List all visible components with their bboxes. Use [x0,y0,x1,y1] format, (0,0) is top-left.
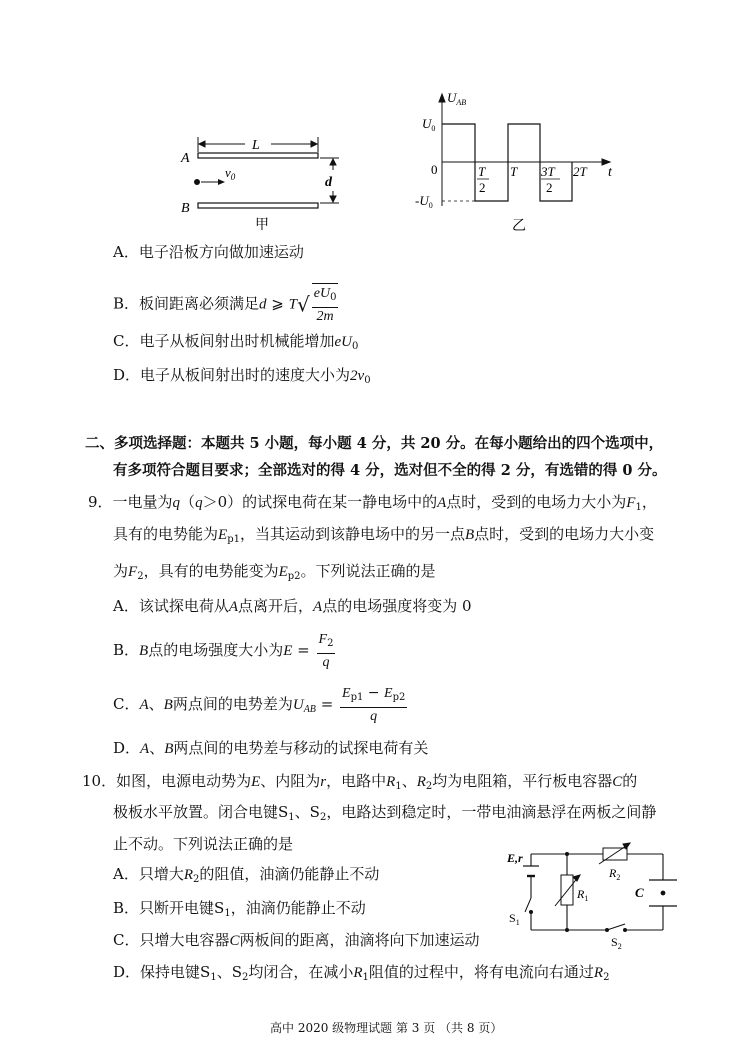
junction-bottom [565,928,569,932]
switch-s2 [606,924,627,932]
q9-stem-line3: 为$F_2$，具有的电势能变为$E_{p2}$。下列说法正确的是 [113,562,436,582]
q9-stem-line1: 9．一电量为q（q＞0）的试探电荷在某一静电场中的A点时，受到的电场力大小为$F_1$， [88,493,657,513]
label-a: A [181,151,190,166]
svg-text:T: T [478,164,486,179]
switch-s1 [525,898,533,914]
plate-b [198,203,318,208]
caption-yi: 乙 [512,219,526,234]
page-footer: 高中 2020 级物理试题 第 3 页 （共 8 页） [270,1021,503,1035]
label-l: L [252,138,260,153]
label-s1: $S_1$ [509,911,520,927]
axis-x-label: t [608,165,612,180]
q10-option-c: C．只增大电容器C两板间的距离，油滴将向下加速运动 [113,931,480,949]
q10-stem-line3: 止不动。下列说法正确的是 [113,835,294,853]
tick-3t-half [540,164,560,195]
resistor-r2 [599,843,630,864]
junction-top [565,852,569,856]
tick-2t: 2T [573,164,587,179]
figure-jia [175,125,355,235]
q10-stem-line2: 极板水平放置。闭合电键$S_1$、$S_2$，电路达到稳定时，一带电油滴悬浮在两板之间静 [113,803,657,823]
q10-stem-line1: 10．如图，电源电动势为E、内阻为r，电路中$R_1$、$R_2$均为电阻箱，平行板电容器C的 [82,772,638,792]
section2-heading-line1: 二、多项选择题：本题共 5 小题，每小题 4 分，共 20 分。在每小题给出的四个选项中， [85,435,664,452]
battery [523,866,539,876]
svg-text:2: 2 [479,180,486,195]
q10-option-b: B．只断开电键$S_1$，油滴仍能静止不动 [113,899,366,919]
q10-option-a: A．只增大$R_2$的阻值，油滴仍能静止不动 [113,865,380,885]
svg-text:3T: 3T [541,164,555,179]
circuit-diagram [503,840,678,950]
q9-option-c: C．A、B两点间的电势差为$U_{AB}$ = $\frac{E_{p1} - E_{p2}}{q}$ [113,685,406,724]
q9-stem-line2: 具有的电势能为$E_{p1}$，当其运动到该静电场中的另一点B点时，受到的电场力大小变 [113,525,655,545]
label-c: C [635,885,644,900]
caption-jia: 甲 [255,218,269,233]
q8-option-b: B．板间距离必须满足d ⩾ T√ $\frac{eU_0}{2m}$ [113,283,340,326]
q9-option-a: A．该试探电荷从A点离开后，A点的电场强度将变为 0 [113,597,472,615]
capacitor-c [649,880,677,906]
q8-option-c: C．电子从板间射出时机械能增加$eU_0$ [113,332,359,352]
q10-option-d: D．保持电键$S_1$、$S_2$均闭合，在减小$R_1$阻值的过程中，将有电流向右通过$R_2$ [113,963,610,983]
label-b: B [181,201,190,216]
tick-t-half [477,164,489,195]
u0-label: $U_0$ [422,116,436,133]
electron-velocity [194,179,225,185]
neg-u0-label: $-U_0$ [415,193,433,210]
q8-option-d: D．电子从板间射出时的速度大小为$2v_0$ [113,366,371,386]
q8-option-a: A．电子沿板方向做加速运动 [113,243,304,261]
label-v0: $v_0$ [225,165,236,182]
plate-a [198,153,318,158]
axes [439,94,610,206]
label-r2: $R_2$ [609,866,621,882]
label-r1: $R_1$ [577,887,589,903]
section2-heading-line2: 有多项符合题目要求；全部选对的得 4 分，选对但不全的得 2 分，有选错的得 0 分。 [113,462,667,479]
label-er: E,r [507,851,523,865]
q9-option-b: B．B点的电场强度大小为E = $\frac{F_2}{q}$ [113,632,334,670]
zero-label: 0 [431,162,438,177]
svg-text:2: 2 [546,180,553,195]
label-d: d [325,175,332,190]
figure-yi [415,88,625,238]
tick-t: T [510,164,518,179]
axis-y-label: $U_{AB}$ [447,90,467,107]
label-s2: $S_2$ [611,935,622,950]
q9-option-d: D．A、B两点间的电势差与移动的试探电荷有关 [113,739,429,757]
